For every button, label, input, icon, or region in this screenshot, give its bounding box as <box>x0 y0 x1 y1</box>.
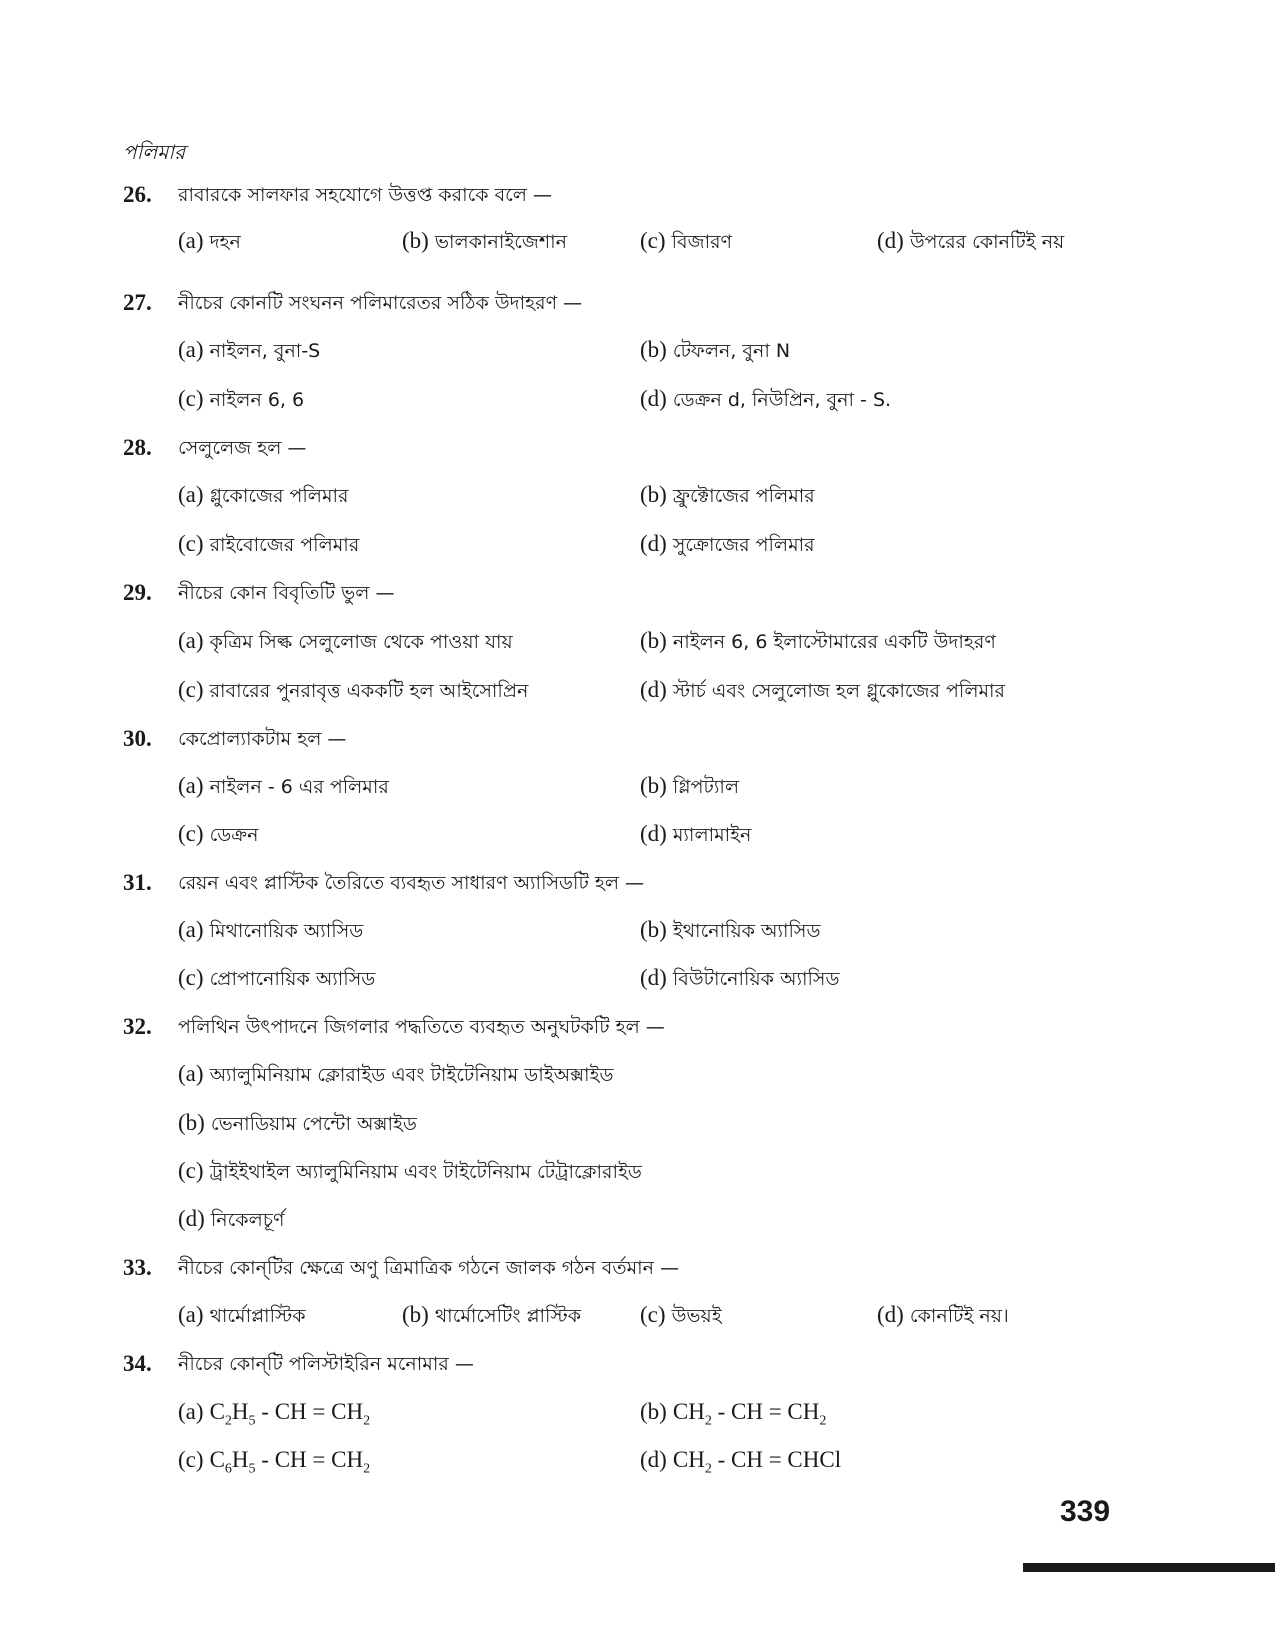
option-c <box>640 1295 722 1335</box>
option-label: (c) <box>178 531 204 556</box>
option-text: রাইবোজের পলিমার <box>209 534 360 556</box>
option-text: কোনটিই নয়। <box>909 1305 1009 1327</box>
option-label: (b) <box>402 1302 429 1327</box>
option-label: (c) <box>640 228 666 253</box>
option-label: (c) <box>640 1302 666 1327</box>
formula-subscript: 2 <box>704 1413 712 1429</box>
option-d <box>178 1199 284 1239</box>
question-number: 32. <box>123 1014 152 1039</box>
formula-subscript: 5 <box>248 1461 256 1477</box>
option-text: ম্যালামাইন <box>672 824 752 846</box>
option-b <box>178 1103 417 1143</box>
option-text: থার্মোসেটিং প্লাস্টিক <box>434 1305 582 1327</box>
option-a <box>178 475 348 515</box>
formula-subscript: 2 <box>224 1413 232 1429</box>
option-text: নাইলন - 6 এর পলিমার <box>209 776 389 798</box>
chemical-formula: $CH_2$ - CH = $CH_2$ <box>672 1399 827 1429</box>
option-b <box>640 621 996 661</box>
option-label: (a) <box>178 917 204 942</box>
option-label: (d) <box>640 1447 667 1472</box>
formula-subscript: 5 <box>248 1413 256 1429</box>
option-label: (a) <box>178 773 204 798</box>
option-text: গ্লুকোজের পলিমার <box>209 485 349 507</box>
option-text: টেফলন, বুনা N <box>672 340 791 362</box>
option-text: রাবারের পুনরাবৃত্ত এককটি হল আইসোপ্রিন <box>209 680 529 702</box>
formula-subscript: 2 <box>363 1461 371 1477</box>
option-d <box>877 221 1064 261</box>
formula-subscript: 2 <box>819 1413 827 1429</box>
question-text: নীচের কোন্‌টির ক্ষেত্রে অণু ত্রিমাত্রিক গঠনে জালক গঠন বর্তমান — <box>178 1257 680 1279</box>
question-number: 30. <box>123 726 152 751</box>
formula-subscript: 6 <box>224 1461 232 1477</box>
option-label: (b) <box>640 482 667 507</box>
page-number: 339 <box>1060 1495 1111 1528</box>
question-text: সেলুলেজ হল — <box>178 437 307 459</box>
option-label: (d) <box>877 1302 904 1327</box>
option-label: (d) <box>640 677 667 702</box>
question-number: 28. <box>123 435 152 460</box>
option-a <box>178 1054 613 1094</box>
option-d <box>640 958 839 998</box>
option-label: (c) <box>178 965 204 990</box>
option-text: অ্যালুমিনিয়াম ক্লোরাইড এবং টাইটেনিয়াম ডাইঅক্সাইড <box>209 1064 614 1086</box>
option-text: বিউটানোয়িক অ্যাসিড <box>672 968 840 990</box>
question-text: পলিথিন উৎপাদনে জিগলার পদ্ধতিতে ব্যবহৃত অনুঘটকটি হল — <box>178 1016 665 1038</box>
option-label: (b) <box>178 1110 205 1135</box>
option-b <box>402 221 567 261</box>
option-b <box>640 910 820 950</box>
option-c <box>178 814 259 854</box>
option-c <box>178 1151 642 1191</box>
option-text: স্টার্চ এবং সেলুলোজ হল গ্লুকোজের পলিমার <box>672 680 1005 702</box>
question-text: রাবারকে সালফার সহযোগে উত্তপ্ত করাকে বলে — <box>178 184 552 206</box>
question-number: 31. <box>123 870 152 895</box>
question-33 <box>123 1248 1123 1288</box>
option-d <box>877 1295 1009 1335</box>
option-d <box>640 814 751 854</box>
option-c <box>178 670 528 710</box>
option-label: (d) <box>640 531 667 556</box>
option-text: মিথানোয়িক অ্যাসিড <box>209 920 364 942</box>
question-number: 29. <box>123 580 152 605</box>
option-c <box>178 379 304 419</box>
question-text: নীচের কোনটি সংঘনন পলিমারেতর সঠিক উদাহরণ — <box>178 292 583 314</box>
option-text: ইথানোয়িক অ্যাসিড <box>672 920 821 942</box>
option-text: উপরের কোনটিই নয় <box>909 231 1065 253</box>
option-text: নিকেলচূর্ণ <box>210 1209 285 1231</box>
option-text: দহন <box>209 231 241 253</box>
question-31 <box>123 863 1123 903</box>
option-text: থার্মোপ্লাস্টিক <box>209 1305 306 1327</box>
option-a <box>178 910 363 950</box>
option-label: (c) <box>178 821 204 846</box>
question-27 <box>123 283 1123 323</box>
option-label: (d) <box>640 386 667 411</box>
option-a <box>178 221 241 261</box>
question-number: 34. <box>123 1351 152 1376</box>
option-label: (b) <box>640 773 667 798</box>
option-label: (a) <box>178 228 204 253</box>
question-32 <box>123 1007 1123 1047</box>
option-c <box>178 1440 370 1480</box>
question-text: নীচের কোন্‌টি পলিস্টাইরিন মনোমার — <box>178 1353 474 1375</box>
option-label: (a) <box>178 1302 204 1327</box>
option-d <box>640 1440 841 1480</box>
question-text: রেয়ন এবং প্লাস্টিক তৈরিতে ব্যবহৃত সাধারণ অ্যাসিডটি হল — <box>178 872 645 894</box>
option-text: ভালকানাইজেশান <box>434 231 567 253</box>
option-label: (d) <box>178 1206 205 1231</box>
option-text: নাইলন, বুনা-S <box>209 340 321 362</box>
option-label: (b) <box>640 628 667 653</box>
question-number: 27. <box>123 290 152 315</box>
footer-rule <box>1023 1563 1275 1572</box>
option-d <box>640 670 1005 710</box>
option-b <box>402 1295 581 1335</box>
option-b <box>640 330 790 370</box>
option-label: (c) <box>178 1447 204 1472</box>
question-34 <box>123 1344 1123 1384</box>
question-30 <box>123 719 1123 759</box>
question-number: 33. <box>123 1255 152 1280</box>
option-label: (a) <box>178 482 204 507</box>
option-text: নাইলন 6, 6 ইলাস্টোমারের একটি উদাহরণ <box>672 631 996 653</box>
question-26 <box>123 175 1123 215</box>
option-label: (d) <box>877 228 904 253</box>
option-label: (b) <box>640 337 667 362</box>
chemical-formula: $C_6H_5$ - CH = $CH_2$ <box>209 1447 371 1477</box>
option-label: (c) <box>178 1158 204 1183</box>
question-text: কেপ্রোল্যাকটাম হল — <box>178 728 347 750</box>
option-b <box>640 475 815 515</box>
running-header: পলিমার <box>123 140 186 164</box>
option-c <box>178 524 359 564</box>
option-label: (b) <box>402 228 429 253</box>
option-text: নাইলন 6, 6 <box>209 389 305 411</box>
question-number: 26. <box>123 182 152 207</box>
option-text: প্রোপানোয়িক অ্যাসিড <box>209 968 376 990</box>
option-text: উভয়ই <box>671 1305 722 1327</box>
option-text: ফ্রুক্টোজের পলিমার <box>672 485 815 507</box>
option-label: (d) <box>640 965 667 990</box>
option-a <box>178 330 320 370</box>
option-d <box>640 524 815 564</box>
option-a <box>178 621 513 661</box>
option-label: (c) <box>178 386 204 411</box>
option-label: (c) <box>178 677 204 702</box>
option-label: (b) <box>640 917 667 942</box>
chemical-formula: $C_2H_5$ - CH = $CH_2$ <box>209 1399 371 1429</box>
formula-subscript: 2 <box>363 1413 371 1429</box>
option-label: (a) <box>178 337 204 362</box>
option-b <box>640 766 739 806</box>
option-text: কৃত্রিম সিল্ক সেলুলোজ থেকে পাওয়া যায় <box>209 631 513 653</box>
formula-subscript: 2 <box>704 1461 712 1477</box>
option-a <box>178 766 389 806</box>
option-text: ডেক্রন d, নিউপ্রিন, বুনা - S. <box>672 389 892 411</box>
question-29 <box>123 573 1123 613</box>
option-text: ডেক্রন <box>209 824 259 846</box>
option-d <box>640 379 891 419</box>
option-label: (a) <box>178 628 204 653</box>
option-text: গ্লিপট্যাল <box>672 776 740 798</box>
option-label: (a) <box>178 1399 204 1424</box>
option-a <box>178 1392 370 1432</box>
option-b <box>640 1392 826 1432</box>
option-text: ভেনাডিয়াম পেন্টো অক্সাইড <box>210 1113 417 1135</box>
option-label: (b) <box>640 1399 667 1424</box>
option-label: (d) <box>640 821 667 846</box>
question-28 <box>123 428 1123 468</box>
chemical-formula: $CH_2$ - CH = CHCl <box>672 1447 842 1477</box>
option-text: সুক্রোজের পলিমার <box>672 534 815 556</box>
option-label: (a) <box>178 1061 204 1086</box>
option-a <box>178 1295 306 1335</box>
option-c <box>178 958 375 998</box>
question-text: নীচের কোন বিবৃতিটি ভুল — <box>178 582 395 604</box>
option-text: ট্রাইইথাইল অ্যালুমিনিয়াম এবং টাইটেনিয়াম টেট্রাক্লোরাইড <box>209 1161 642 1183</box>
option-text: বিজারণ <box>671 231 733 253</box>
option-c <box>640 221 732 261</box>
